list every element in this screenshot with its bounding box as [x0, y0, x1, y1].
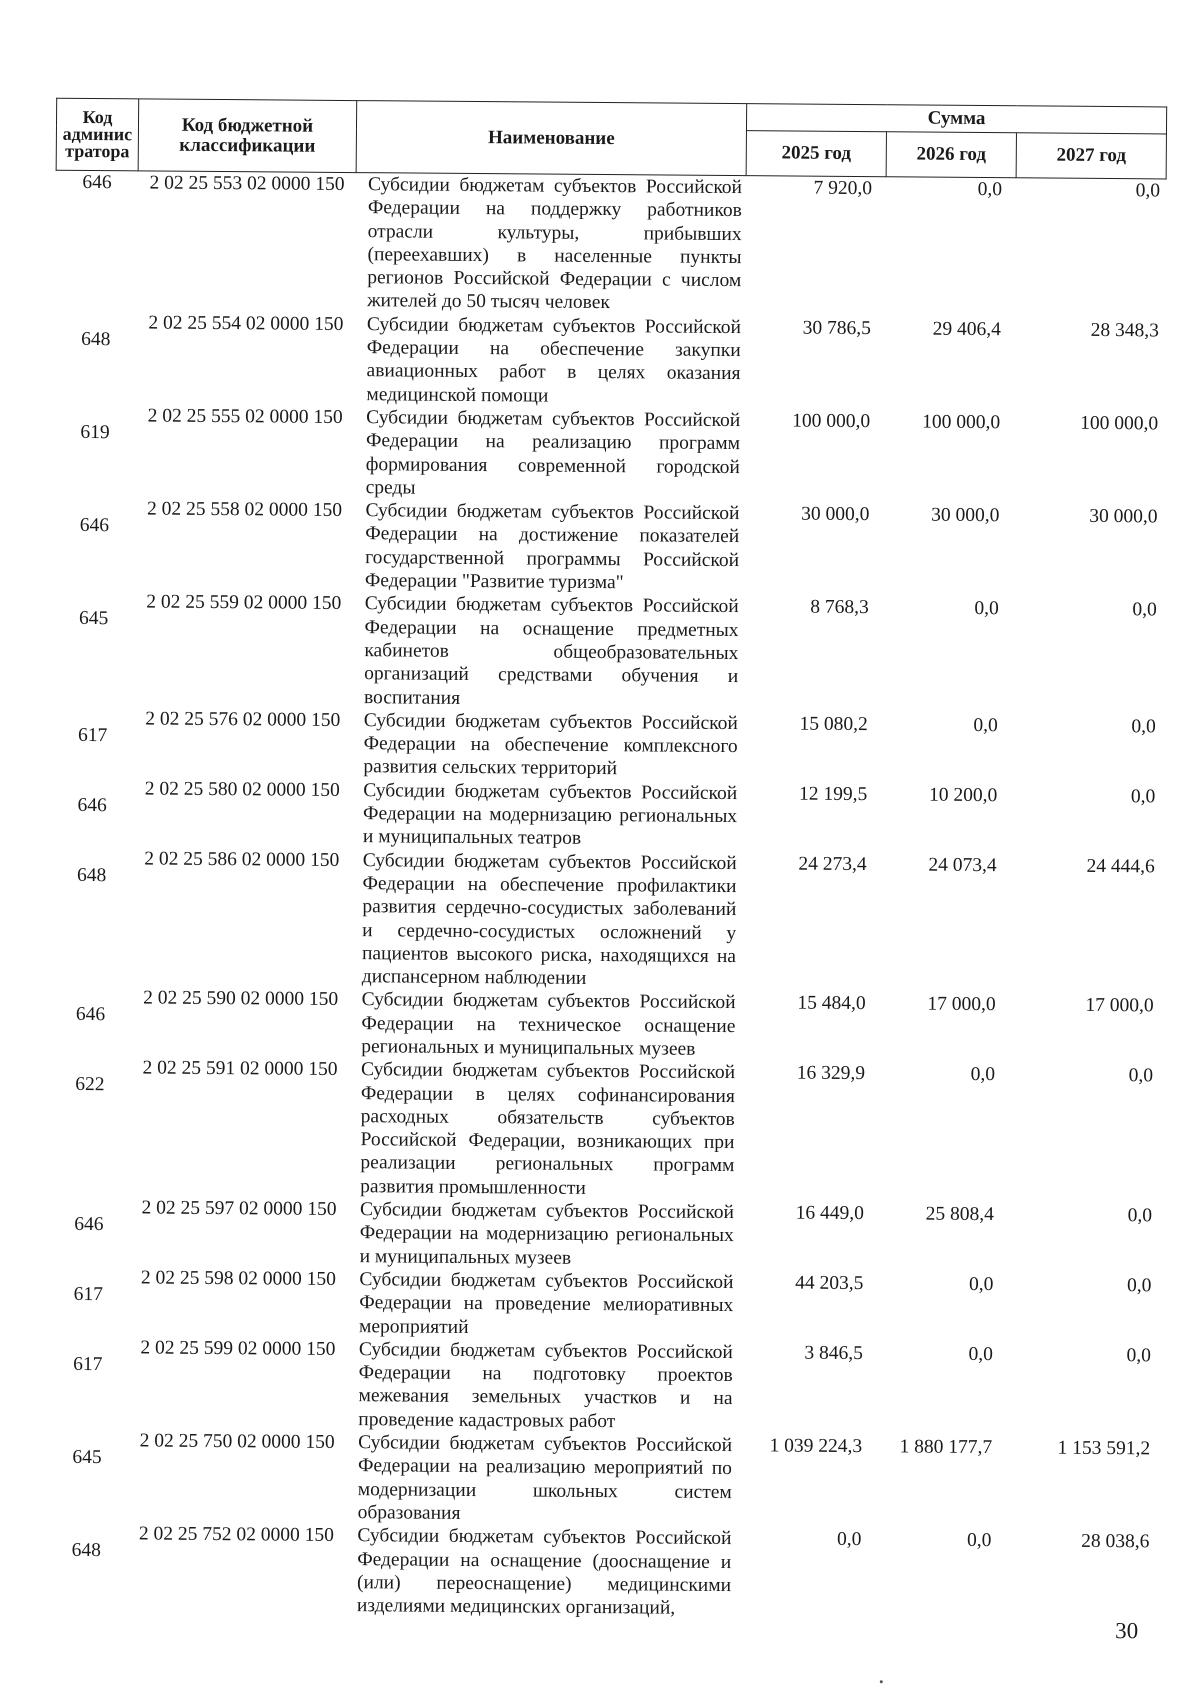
amount-2026-cell: 24 073,4: [928, 854, 997, 876]
amount-2025-cell: 16 449,0: [795, 1202, 865, 1225]
amount-2027-cell: 0,0: [1128, 1065, 1154, 1087]
header-name: Наименование: [356, 101, 747, 176]
amount-2027-cell: 0,0: [1127, 1205, 1153, 1227]
amount-2025-cell: 3 846,5: [804, 1342, 863, 1364]
budget-code-cell: 2 02 25 580 02 0000 150: [144, 778, 340, 801]
admin-code-cell: 617: [73, 1283, 104, 1306]
amount-2025-cell: 12 199,5: [798, 783, 868, 805]
name-cell: Субсидии бюджетам субъектов Российской Федерации на реализацию мероприятий по модернизации школьных систем образования: [357, 1432, 733, 1524]
admin-code-cell: 646: [77, 794, 107, 816]
budget-code-cell: 2 02 25 559 02 0000 150: [146, 591, 342, 615]
header-year-2025: 2025 год: [746, 131, 886, 177]
amount-2026-cell: 25 808,4: [925, 1203, 995, 1226]
admin-code-cell: 648: [81, 328, 111, 350]
admin-code-cell: 645: [78, 608, 109, 630]
name-cell: Субсидии бюджетам субъектов Российской Федерации на оснащение предметных кабинетов общеобразовательных организаций средствами обучения и воспитания: [363, 593, 739, 709]
header-admin-code: Код админис тратора: [56, 98, 139, 171]
amount-2027-cell: 24 444,6: [1086, 855, 1155, 877]
budget-code-cell: 2 02 25 558 02 0000 150: [146, 498, 343, 522]
name-cell: Субсидии бюджетам субъектов Российской Федерации на обеспечение закупки авиационных работ в целях оказания медицинской помощи: [366, 313, 742, 407]
admin-code-cell: 646: [55, 170, 138, 311]
header-year-2027: 2027 год: [1016, 133, 1166, 179]
table-body: [45, 170, 1166, 1624]
table-row: [55, 170, 1166, 319]
name-cell: Субсидии бюджетам субъектов Российской Федерации в целях софинансирования расходных обязательств субъектов Российской Федерации, возникающих при реализации региональных программ развития промышленности: [360, 1059, 736, 1199]
amount-2025-cell: 15 484,0: [797, 992, 866, 1015]
amount-2027-cell: 0,0: [1015, 178, 1166, 319]
budget-code-cell: 2 02 25 590 02 0000 150: [143, 987, 339, 1011]
amount-2027-cell: 17 000,0: [1085, 995, 1154, 1017]
amount-2025-cell: 16 329,9: [796, 1062, 866, 1085]
amount-2027-cell: 1 153 591,2: [1057, 1437, 1151, 1460]
budget-code-cell: 2 02 25 554 02 0000 150: [148, 312, 344, 335]
admin-code-cell: 646: [74, 1213, 104, 1236]
amount-2027-cell: 100 000,0: [1080, 412, 1159, 435]
table-row: [49, 986, 1160, 1065]
budget-code-cell: 2 02 25 597 02 0000 150: [141, 1197, 337, 1221]
table-row: [45, 1522, 1156, 1624]
name-cell: Субсидии бюджетам субъектов Российской Федерации на реализацию программ формирования современной городской среды: [365, 407, 741, 499]
scan-speck: [880, 1680, 883, 1683]
budget-code-cell: 2 02 25 553 02 0000 150: [137, 171, 356, 313]
name-cell: Субсидии бюджетам субъектов Российской Федерации на оснащение (дооснащение и (или) переоснащение) медицинскими изделиями медицинских организаций,: [356, 1525, 732, 1619]
amount-2026-cell: 0,0: [968, 1343, 993, 1365]
header-budget-code: Код бюджетной классификации: [138, 99, 357, 173]
amount-2026-cell: 17 000,0: [927, 993, 996, 1016]
amount-2025-cell: 24 273,4: [798, 853, 867, 875]
table-row: [46, 1429, 1157, 1531]
table-row: [52, 590, 1163, 715]
amount-2026-cell: 29 406,4: [932, 318, 1002, 340]
name-cell: Субсидии бюджетам субъектов Российской Федерации на обеспечение комплексного развития сельских территорий: [363, 709, 738, 780]
budget-code-cell: 2 02 25 591 02 0000 150: [142, 1057, 338, 1081]
budget-code-cell: 2 02 25 576 02 0000 150: [145, 708, 341, 731]
amount-2027-cell: 0,0: [1126, 1345, 1151, 1367]
amount-2025-cell: 30 786,5: [802, 317, 872, 339]
admin-code-cell: 646: [75, 1004, 106, 1026]
amount-2025-cell: 8 768,3: [810, 597, 869, 619]
table-row: [51, 707, 1162, 786]
name-cell: Субсидии бюджетам субъектов Российской Федерации на обеспечение профилактики развития сердечно-сосудистых заболеваний и сердечно-сосудистых осложнений у пациентов высокого риска, находящихся на диспансерном наблюдении: [361, 849, 737, 990]
name-cell: Субсидии бюджетам субъектов Российской Федерации на проведение мелиоративных мероприятий: [358, 1269, 734, 1338]
name-cell: Субсидии бюджетам субъектов Российской Федерации на модернизацию региональных и муниципальных музеев: [359, 1199, 735, 1269]
budget-code-cell: 2 02 25 752 02 0000 150: [138, 1523, 335, 1547]
table-row: [50, 846, 1161, 994]
name-cell: Субсидии бюджетам субъектов Российской Федерации на модернизацию региональных и муниципальных театров: [362, 779, 738, 850]
header-year-2026: 2026 год: [886, 132, 1016, 178]
amount-2026-cell: 1 880 177,7: [899, 1436, 993, 1459]
budget-code-cell: 2 02 25 586 02 0000 150: [144, 848, 340, 871]
admin-code-cell: 622: [75, 1074, 105, 1096]
amount-2027-cell: 0,0: [1130, 785, 1156, 808]
amount-2026-cell: 0,0: [885, 177, 1016, 318]
admin-code-cell: 645: [72, 1446, 102, 1469]
budget-code-cell: 2 02 25 599 02 0000 150: [140, 1337, 336, 1360]
amount-2026-cell: 30 000,0: [931, 504, 1000, 527]
amount-2026-cell: 100 000,0: [922, 411, 1001, 434]
page-number: 30: [1115, 1618, 1139, 1644]
admin-code-cell: 648: [76, 864, 107, 886]
amount-2026-cell: 0,0: [973, 714, 998, 736]
admin-code-cell: 617: [73, 1353, 103, 1375]
admin-code-cell: 646: [79, 515, 110, 537]
table-header: [56, 98, 1167, 179]
table-row: [48, 1056, 1159, 1204]
amount-2025-cell: 44 203,5: [795, 1272, 864, 1295]
amount-2027-cell: 0,0: [1126, 1275, 1152, 1297]
budget-code-cell: 2 02 25 598 02 0000 150: [140, 1267, 337, 1290]
amount-2025-cell: 1 039 224,3: [769, 1435, 863, 1458]
amount-2026-cell: 0,0: [974, 598, 999, 620]
amount-2026-cell: 10 200,0: [928, 784, 998, 806]
name-cell: Субсидии бюджетам субъектов Российской Федерации на техническое оснащение региональных и муниципальных музеев: [361, 989, 736, 1060]
table-row: [51, 776, 1162, 855]
amount-2027-cell: 0,0: [1132, 599, 1157, 621]
amount-2026-cell: 0,0: [966, 1530, 992, 1552]
name-cell: Субсидии бюджетам субъектов Российской Федерации на поддержку работников отрасли культуры, прибывших (переехавших) в населенные пункты регионов Российской Федерации с числом жителей до 50 тысяч человек: [355, 173, 746, 316]
table-row: [53, 497, 1164, 599]
budget-code-cell: 2 02 25 750 02 0000 150: [139, 1430, 335, 1453]
amount-2025-cell: 30 000,0: [801, 503, 870, 526]
table-row: [54, 404, 1165, 506]
amount-2026-cell: 0,0: [968, 1273, 994, 1296]
name-cell: Субсидии бюджетам субъектов Российской Федерации на достижение показателей государственной программы Российской Федерации "Развитие туризма": [364, 500, 740, 594]
name-cell: Субсидии бюджетам субъектов Российской Федерации на подготовку проектов межевания земельных участков и на проведение кадастровых работ: [358, 1338, 733, 1432]
header-sum: Сумма: [746, 104, 1166, 134]
table-row: [46, 1336, 1157, 1438]
amount-2027-cell: 28 038,6: [1081, 1531, 1150, 1553]
amount-2025-cell: 7 920,0: [745, 176, 886, 317]
admin-code-cell: 648: [71, 1540, 102, 1562]
budget-code-cell: 2 02 25 555 02 0000 150: [147, 405, 343, 428]
amount-2025-cell: 15 080,2: [799, 713, 868, 735]
budget-table: [44, 98, 1167, 1624]
amount-2026-cell: 0,0: [970, 1064, 996, 1086]
amount-2025-cell: 100 000,0: [792, 410, 871, 433]
amount-2027-cell: 0,0: [1131, 716, 1156, 738]
table-row: [54, 311, 1165, 413]
amount-2025-cell: 0,0: [836, 1529, 862, 1551]
amount-2027-cell: 28 348,3: [1090, 319, 1160, 342]
table-row: [47, 1266, 1158, 1345]
admin-code-cell: 619: [80, 421, 110, 444]
admin-code-cell: 617: [78, 724, 108, 746]
amount-2027-cell: 30 000,0: [1089, 506, 1158, 528]
table-row: [48, 1196, 1159, 1275]
